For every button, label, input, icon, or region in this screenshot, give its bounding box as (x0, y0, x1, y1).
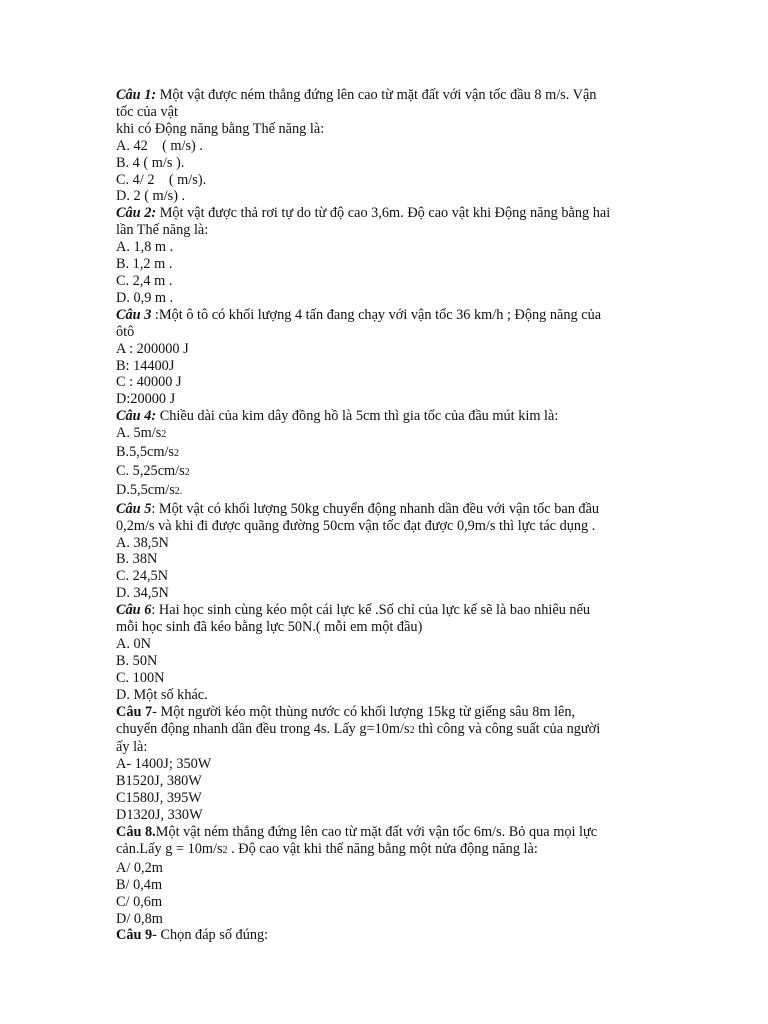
line-text: C. 2,4 m . (116, 272, 173, 289)
line-text: khi có Động năng bằng Thế năng là: (116, 120, 325, 137)
question-heading-line (116, 824, 676, 841)
line-text: cản.Lấy g = 10m/s (116, 840, 223, 857)
line-text: - Một người kéo một thùng nước có khối lượng 15kg từ giếng sâu 8m lên, (152, 703, 576, 720)
question-text-block (116, 87, 676, 944)
question-heading-line (116, 205, 676, 222)
line-text: D. 34,5N (116, 585, 169, 602)
line-text: D/ 0,8m (116, 910, 163, 927)
question-label: Câu 2: (116, 205, 157, 222)
text-line (116, 188, 676, 205)
text-line (116, 911, 676, 928)
text-line (116, 551, 676, 568)
line-text: B. 1,2 m . (116, 256, 173, 273)
subscript-text: 2. (174, 485, 183, 497)
text-line (116, 877, 676, 894)
text-line (116, 172, 676, 189)
line-text: D.5,5cm/s (116, 481, 175, 498)
text-line (116, 444, 676, 463)
line-text: Một vật được thả rơi tự do từ độ cao 3,6m. Độ cao vật khi Động năng bằng hai (156, 205, 611, 222)
line-text: B. 50N (116, 652, 158, 669)
question-label: Câu 7 (116, 703, 153, 720)
line-text: D:20000 J (116, 391, 176, 408)
text-line (116, 425, 676, 444)
text-line (116, 482, 676, 501)
line-text: A : 200000 J (116, 340, 189, 357)
text-line (116, 670, 676, 687)
text-line (116, 894, 676, 911)
text-line (116, 807, 676, 824)
line-text: 0,2m/s và khi đi được quãng đường 50cm vận tốc đạt được 0,9m/s thì lực tác dụng . (116, 517, 596, 534)
text-line (116, 138, 676, 155)
question-label: Câu 6 (116, 602, 152, 619)
subscript-text: 2 (222, 844, 228, 856)
line-text: D. Một số khác. (116, 686, 208, 703)
question-label: Câu 4: (116, 408, 157, 425)
question-label: Câu 3 (116, 306, 152, 323)
subscript-text: 2 (161, 429, 167, 441)
text-line (116, 222, 676, 239)
text-line (116, 535, 676, 552)
line-text: D. 0,9 m . (116, 289, 174, 306)
line-text: C1580J, 395W (116, 790, 202, 807)
line-text: A. 38,5N (116, 534, 169, 551)
line-text: A. 0N (116, 636, 151, 652)
text-line (116, 290, 676, 307)
text-line (116, 568, 676, 585)
line-text: C/ 0,6m (116, 893, 163, 910)
line-text: lần Thế năng là: (116, 222, 209, 239)
question-label: Câu 9 (116, 927, 153, 944)
line-text: :Một ô tô có khối lượng 4 tấn đang chạy với vận tốc 36 km/h ; Động năng của (151, 306, 602, 323)
line-text: A/ 0,2m (116, 859, 163, 876)
text-line (116, 518, 676, 535)
question-label: Câu 5 (116, 500, 152, 517)
text-line (116, 739, 676, 756)
question-heading-line (116, 307, 676, 324)
line-text: C. 100N (116, 669, 165, 686)
line-text: B: 14400J (116, 357, 175, 374)
line-text: chuyển động nhanh dần đều trong 4s. Lấy g=10m/s (116, 720, 410, 737)
line-text: B. 38N (116, 551, 158, 568)
line-text: A- 1400J; 350W (116, 756, 212, 773)
text-line (116, 790, 676, 807)
question-heading-line (116, 704, 676, 721)
text-line (116, 104, 676, 121)
line-text: B. 4 ( m/s ). (116, 154, 185, 171)
text-line (116, 585, 676, 602)
text-line (116, 619, 676, 636)
text-line (116, 358, 676, 375)
line-text: tốc của vật (116, 103, 178, 120)
line-text: B/ 0,4m (116, 876, 163, 893)
line-text: A. 5m/s (116, 425, 162, 442)
line-text: ấy là: (116, 739, 148, 756)
text-line (116, 841, 676, 860)
question-heading-line (116, 408, 676, 425)
line-text: Một vật ném thẳng đứng lên cao từ mặt đất với vận tốc 6m/s. Bỏ qua mọi lực (155, 823, 598, 840)
line-text: Chiều dài của kim dây đồng hồ là 5cm thì gia tốc của đầu mút kim là: (156, 408, 559, 425)
text-line (116, 687, 676, 704)
question-label: Câu 1: (116, 87, 157, 103)
line-text-after: . Độ cao vật khi thế năng bằng một nửa động năng là: (227, 840, 538, 857)
text-line (116, 374, 676, 391)
question-heading-line (116, 501, 676, 518)
text-line (116, 636, 676, 653)
text-line (116, 391, 676, 408)
text-line (116, 653, 676, 670)
question-label: Câu 8. (116, 823, 156, 840)
line-text: B1520J, 380W (116, 773, 202, 790)
text-line (116, 239, 676, 256)
subscript-text: 2 (409, 724, 415, 736)
line-text: D1320J, 330W (116, 807, 203, 824)
text-line (116, 341, 676, 358)
line-text: : Một vật có khối lượng 50kg chuyển động nhanh dần đều với vận tốc ban đầu (151, 500, 600, 517)
text-line (116, 256, 676, 273)
question-heading-line (116, 87, 676, 104)
line-text: D. 2 ( m/s) . (116, 188, 186, 205)
text-line (116, 121, 676, 138)
line-text: C. 4/ 2 ( m/s). (116, 171, 207, 188)
text-line (116, 324, 676, 341)
line-text: C. 5,25cm/s (116, 462, 185, 479)
line-text: A. 1,8 m . (116, 239, 174, 256)
line-text: ôtô (116, 323, 135, 340)
line-text: : Hai học sinh cùng kéo một cái lực kế .Số chỉ của lực kế sẽ là bao nhiêu nếu (151, 602, 591, 619)
line-text: mỗi học sinh đã kéo bằng lực 50N.( mỗi em một đầu) (116, 619, 423, 636)
text-line (116, 721, 676, 740)
line-text-after: thì công và công suất của người (414, 720, 601, 737)
text-line (116, 756, 676, 773)
line-text: A. 42 ( m/s) . (116, 137, 203, 154)
text-line (116, 273, 676, 290)
text-line (116, 860, 676, 877)
text-line (116, 773, 676, 790)
line-text: C. 24,5N (116, 568, 169, 585)
question-heading-line (116, 927, 676, 944)
subscript-text: 2 (184, 466, 190, 478)
text-line (116, 155, 676, 172)
text-line (116, 463, 676, 482)
line-text: B.5,5cm/s (116, 444, 174, 461)
subscript-text: 2 (173, 448, 179, 460)
line-text: Một vật được ném thẳng đứng lên cao từ mặt đất với vận tốc đầu 8 m/s. Vận (156, 87, 597, 103)
line-text: C : 40000 J (116, 374, 182, 391)
question-heading-line (116, 602, 676, 619)
line-text: - Chọn đáp số đúng: (152, 927, 269, 944)
